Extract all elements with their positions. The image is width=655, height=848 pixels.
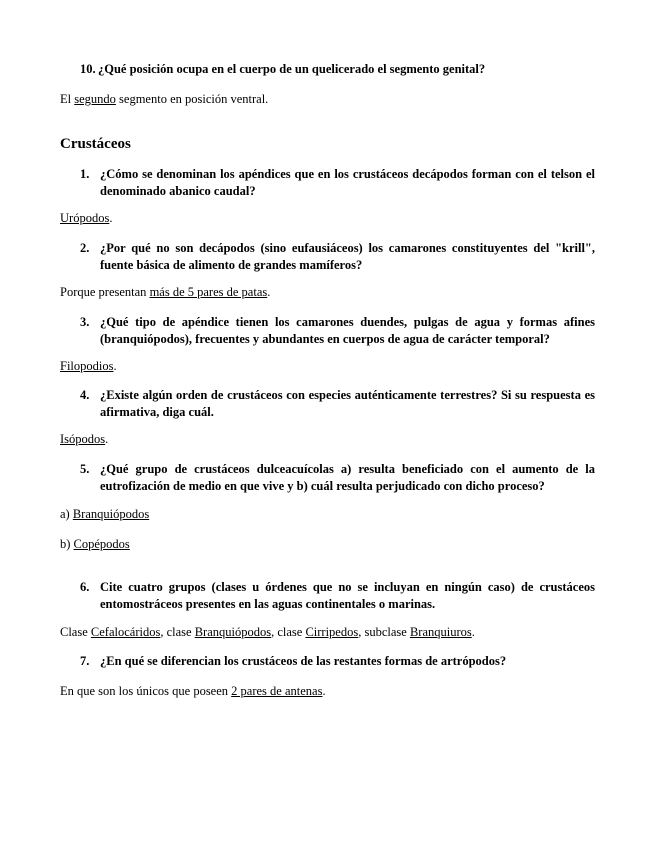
question-text: ¿Por qué no son decápodos (sino eufausiáceos) los camarones constituyentes del "krill", fuente básica de alimento de grandes mamíferos? [100,241,595,272]
answer-6 [60,624,620,641]
answer-underlined: Branquiópodos [72,507,150,521]
answer-underlined: segundo [74,92,116,106]
question-text: ¿Existe algún orden de crustáceos con especies auténticamente terrestres? Si su respuesta es afirmativa, diga cuál. [100,388,595,419]
section-title: Crustáceos [60,136,131,152]
answer-suffix: . [322,684,326,698]
question-text: ¿Qué tipo de apéndice tienen los camarones duendes, pulgas de agua y formas afines (branquiópodos), frecuentes y abundantes en cuerpos de agua de carácter temporal? [100,315,595,346]
question-number: 1. [80,167,90,181]
answer-4 [60,431,620,448]
question-text: ¿Qué posición ocupa en el cuerpo de un quelicerado el segmento genital? [98,62,486,76]
question-text: ¿Qué grupo de crustáceos dulceacuícolas a) resulta beneficiado con el aumento de la eutrofización de medio en que vive y b) cuál resulta perjudicado con dicho proceso? [100,462,595,493]
question-number: 10. [80,62,96,76]
question-1 [80,166,595,200]
answer-underlined: Copépodos [73,537,130,551]
question-number: 7. [80,654,90,668]
question-number: 4. [80,388,90,402]
question-10 [80,61,595,78]
answer-text: , clase [160,625,195,639]
answer-suffix: . [105,432,109,446]
answer-text: , clase [271,625,306,639]
answer-7 [60,683,620,700]
answer-underlined: más de 5 pares de patas [149,285,268,299]
answer-text: , subclase [358,625,410,639]
question-number: 5. [80,462,90,476]
answer-prefix: a) [60,507,73,521]
question-text: ¿Cómo se denominan los apéndices que en los crustáceos decápodos forman con el telson el denominado abanico caudal? [100,167,595,198]
answer-1 [60,210,620,227]
answer-underlined: Branquiópodos [194,625,272,639]
answer-underlined: Cefalocáridos [90,625,161,639]
question-4 [80,387,595,421]
question-text: Cite cuatro grupos (clases u órdenes que no se incluyan en ningún caso) de crustáceos entomostráceos presentes en las aguas continentales o marinas. [100,580,595,611]
answer-5b [60,536,620,553]
answer-suffix: . [267,285,271,299]
answer-underlined: Branquiuros [409,625,472,639]
question-3 [80,314,595,348]
answer-suffix: . [471,625,475,639]
question-number: 3. [80,315,90,329]
question-5 [80,461,595,495]
answer-underlined: Filopodios [60,359,114,373]
answer-10 [60,91,620,108]
question-2 [80,240,595,274]
answer-3 [60,358,620,375]
answer-underlined: Urópodos [60,211,110,225]
question-text: ¿En qué se diferencian los crustáceos de las restantes formas de artrópodos? [100,654,507,668]
answer-suffix: . [113,359,117,373]
answer-prefix: Porque presentan [60,285,150,299]
question-number: 2. [80,241,90,255]
answer-underlined: Isópodos [60,432,106,446]
answer-suffix: segmento en posición ventral. [115,92,269,106]
answer-prefix: b) [60,537,74,551]
answer-underlined: 2 pares de antenas [231,684,323,698]
answer-2 [60,284,620,301]
answer-prefix: En que son los únicos que poseen [60,684,232,698]
answer-prefix: El [60,92,75,106]
answer-5a [60,506,620,523]
answer-text: Clase [60,625,91,639]
question-number: 6. [80,580,90,594]
question-6 [80,579,595,613]
answer-suffix: . [109,211,113,225]
question-7 [80,653,595,670]
answer-underlined: Cirripedos [305,625,359,639]
